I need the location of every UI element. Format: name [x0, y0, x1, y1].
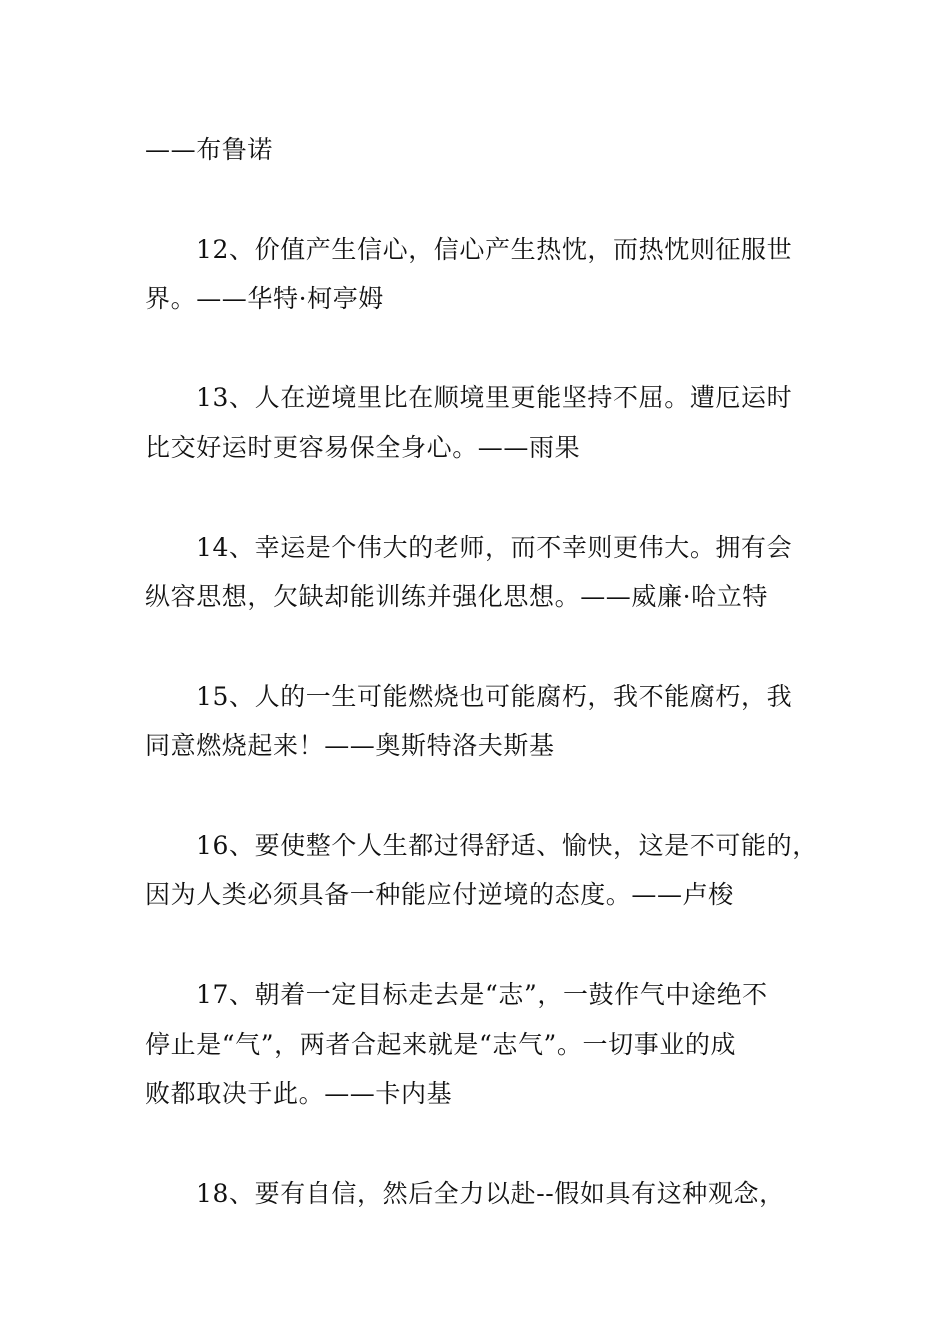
quote-16-line-1: 16、要使整个人生都过得舒适、愉快，这是不可能的，: [196, 831, 818, 860]
quote-17-line-1: 17、朝着一定目标走去是“志”，一鼓作气中途绝不: [196, 980, 768, 1009]
quote-17-line-3: 败都取决于此。——卡内基: [145, 1079, 453, 1108]
quote-13-line-1: 13、人在逆境里比在顺境里更能坚持不屈。遭厄运时: [196, 383, 793, 412]
quote-12-line-2: 界。——华特·柯亭姆: [145, 284, 384, 313]
quote-17-line-2: 停止是“气”，两者合起来就是“志气”。一切事业的成: [145, 1030, 737, 1059]
quote-14-line-1: 14、幸运是个伟大的老师，而不幸则更伟大。拥有会: [196, 533, 793, 562]
quote-12-line-1: 12、价值产生信心，信心产生热忱，而热忱则征服世: [196, 235, 793, 264]
quote-11-attribution: ——布鲁诺: [145, 135, 274, 164]
quote-15-line-1: 15、人的一生可能燃烧也可能腐朽，我不能腐朽，我: [196, 682, 793, 711]
quote-14-line-2: 纵容思想，欠缺却能训练并强化思想。——威廉·哈立特: [145, 582, 768, 611]
quote-18-line-1: 18、要有自信，然后全力以赴--假如具有这种观念，: [196, 1179, 785, 1208]
quote-13-line-2: 比交好运时更容易保全身心。——雨果: [145, 433, 581, 462]
quote-15-line-2: 同意燃烧起来！——奥斯特洛夫斯基: [145, 731, 555, 760]
quote-16-line-2: 因为人类必须具备一种能应付逆境的态度。——卢梭: [145, 880, 734, 909]
